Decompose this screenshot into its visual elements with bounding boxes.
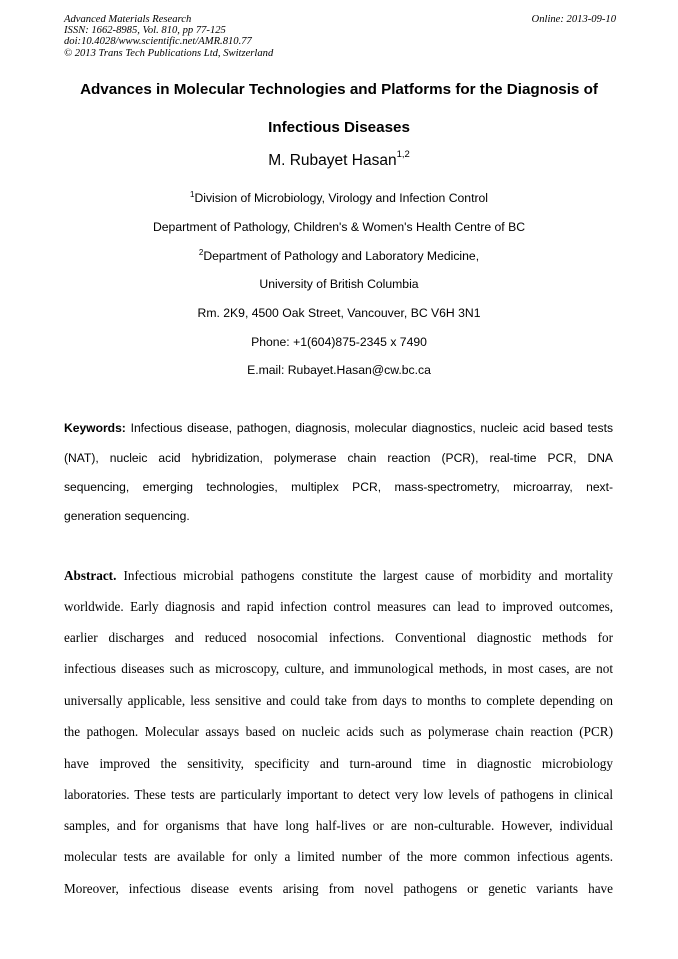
paper-title-line-2: Infectious Diseases (268, 119, 410, 136)
author-affiliation-marks: 1,2 (396, 148, 410, 160)
abstract-line-5: universally applicable, less sensitive and could take from days to months to complete depending on (64, 693, 613, 708)
copyright-line: © 2013 Trans Tech Publications Ltd, Switzerland (64, 47, 274, 59)
email-line: E.mail: Rubayet.Hasan@cw.bc.ca (247, 363, 431, 377)
journal-name: Advanced Materials Research (64, 14, 192, 25)
keywords-line-3: sequencing, emerging technologies, multiplex PCR, mass-spectrometry, microarray, next- (64, 480, 613, 494)
abstract-line-9: samples, and for organisms that have long half-lives or are non-culturable. However, individual (64, 818, 613, 833)
abstract-line-3: earlier discharges and reduced nosocomial infections. Conventional diagnostic methods for (64, 630, 613, 645)
affiliation-1-line-2: Department of Pathology, Children's & Women's Health Centre of BC (152, 220, 526, 234)
abstract-line-8: laboratories. These tests are particularly important to detect very low levels of pathogens in clinical (64, 787, 613, 802)
affiliation-1-text: Division of Microbiology, Virology and Infection Control (194, 191, 488, 205)
abstract-line-2: worldwide. Early diagnosis and rapid infection control measures can lead to improved outcomes, (64, 599, 613, 614)
affiliation-2-line-2: University of British Columbia (259, 277, 419, 291)
online-date: Online: 2013-09-10 (531, 14, 616, 25)
keywords-line-4: generation sequencing. (64, 509, 190, 523)
issn-line: ISSN: 1662-8985, Vol. 810, pp 77-125 (64, 25, 226, 37)
keywords-line-1 (64, 421, 613, 435)
abstract-line-10: molecular tests are available for only a limited number of the more common infectious agents. (64, 849, 613, 864)
abstract-line-11: Moreover, infectious disease events arising from novel pathogens or genetic variants have (64, 881, 613, 896)
running-header (64, 14, 616, 59)
abstract-line-4: infectious diseases such as microscopy, culture, and immunological methods, in most cases, are not (64, 661, 613, 676)
phone-line: Phone: +1(604)875-2345 x 7490 (251, 335, 427, 349)
abstract-text-1: Infectious microbial pathogens constitute the largest cause of morbidity and mortality (123, 568, 614, 583)
keywords-text-1: Infectious disease, pathogen, diagnosis, molecular diagnostics, nucleic acid based tests (130, 421, 613, 435)
author (0, 148, 678, 170)
paper-title-line-1: Advances in Molecular Technologies and Platforms for the Diagnosis of (80, 81, 598, 98)
affiliation-2-text: Department of Pathology and Laboratory Medicine, (203, 249, 480, 263)
keywords-line-2: (NAT), nucleic acid hybridization, polymerase chain reaction (PCR), real-time PCR, DNA (64, 451, 613, 465)
affiliation-2-mark: 2 (198, 247, 204, 257)
abstract-label: Abstract. (64, 568, 117, 583)
keywords-label: Keywords: (64, 421, 126, 435)
abstract-line-1 (64, 568, 613, 584)
affiliation-2-line-1 (0, 249, 678, 263)
address-line: Rm. 2K9, 4500 Oak Street, Vancouver, BC V6H 3N1 (197, 306, 481, 320)
affiliation-1-mark: 1 (190, 189, 195, 199)
abstract-line-6: the pathogen. Molecular assays based on nucleic acids such as polymerase chain reaction (PCR) (64, 724, 613, 739)
affiliation-1-line-1 (0, 191, 678, 205)
author-name: M. Rubayet Hasan (268, 152, 397, 169)
abstract-line-7: have improved the sensitivity, specificity and turn-around time in diagnostic microbiology (64, 756, 613, 771)
doi-line: doi:10.4028/www.scientific.net/AMR.810.77 (64, 36, 252, 48)
